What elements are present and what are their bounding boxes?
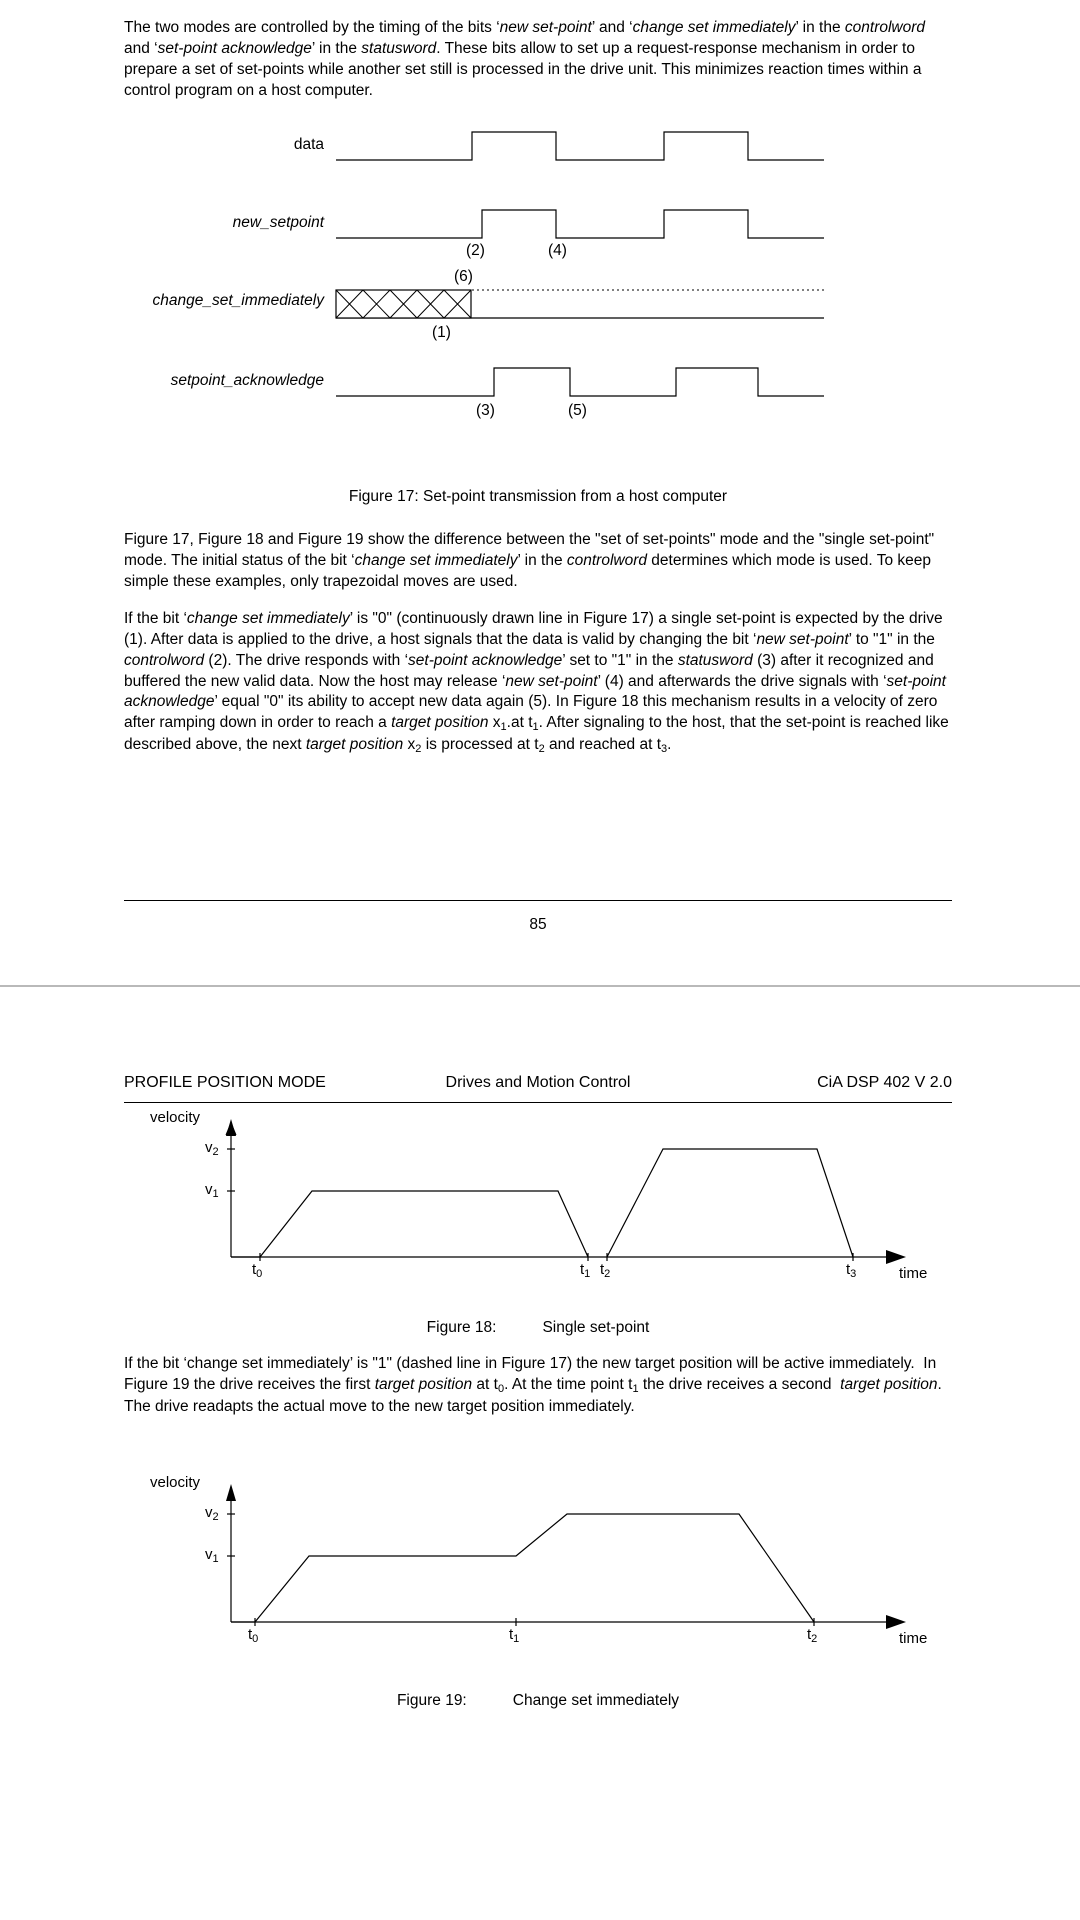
figure18-ytick-v1: $v_1$	[205, 1181, 219, 1200]
timing-chart	[124, 124, 952, 444]
figure19-block	[124, 1474, 952, 1726]
header-center: Drives and Motion Control	[445, 1074, 631, 1091]
figure19-caption	[124, 1692, 952, 1710]
figure17-caption-block	[124, 480, 952, 524]
header-rule	[124, 1102, 952, 1103]
signal-label-new-setpoint: new_setpoint	[232, 214, 324, 231]
figure18-xtick-t2: $t_2$	[600, 1261, 611, 1280]
intro-paragraph: The two modes are controlled by the timing of the bits ‘new set-point’ and ‘change set immediately’ in the controlword and ‘set-point acknowledge’ in the statusword. These bits allow to set up a request-response mechanism in order to prepare a set of set-points while another set still is processed in the drive unit. This minimizes reaction times within a control program on a host computer.	[124, 19, 926, 99]
figure17-caption: Figure 17: Set-point transmission from a host computer	[348, 488, 728, 505]
figure19-plot	[124, 1474, 952, 1674]
figure19-caption-number: Figure 19:	[396, 1692, 467, 1709]
paragraph-2: Figure 17, Figure 18 and Figure 19 show the difference between the "set of set-points" mode and the "single set-point" mode. The initial status of the bit ‘change set immediately’ in the controlword determines which mode is used. To keep simple these examples, only trapezoidal moves are used.	[124, 531, 935, 590]
signal-label-data: data	[293, 136, 324, 153]
figure18-xtick-t3: $t_3$	[846, 1261, 857, 1280]
timing-marker-3: (3)	[476, 402, 495, 419]
timing-marker-5: (5)	[568, 402, 587, 419]
page2-header-block	[124, 1074, 952, 1101]
figure18-caption-text: Single set-point	[542, 1319, 650, 1336]
timing-marker-4: (4)	[548, 242, 567, 259]
timing-marker-1: (1)	[432, 324, 451, 341]
figure19-ytick-v1: $v_1$	[205, 1546, 219, 1565]
page1-footer-rule	[124, 900, 952, 901]
header-right: CiA DSP 402 V 2.0	[817, 1074, 952, 1091]
figure18-ytick-v2: $v_2$	[205, 1139, 219, 1158]
timing-marker-6: (6)	[454, 268, 473, 285]
page-separator	[0, 985, 1080, 1011]
figure18-xtick-t0: $t_0$	[252, 1261, 263, 1280]
signal-label-change-set-immediately: change_set_immediately	[152, 292, 324, 309]
intro-paragraph-block	[124, 18, 952, 116]
middle-paragraph: If the bit ‘change set immediately’ is "1" (dashed line in Figure 17) the new target position will be active immediately. In Figure 19 the drive receives the first target position at $t_0$. At the time point $t_1$ the drive receives a second target position. The drive readapts the actual move to the new target position immediately.	[124, 1355, 942, 1415]
figure18-plot	[124, 1109, 952, 1309]
paragraph-3: If the bit ‘change set immediately’ is "0" (continuously drawn line in Figure 17) a single set-point is expected by the drive (1). After data is applied to the drive, a host signals that the data is valid by changing the bit ‘new set-point’ to "1" in the controlword (2). The drive responds with ‘set-point acknowledge’ set to "1" in the statusword (3) after it recognized and buffered the new valid data. Now the host may release ‘new set-point’ (4) and afterwards the drive signals with ‘set-point acknowledge’ equal "0" its ability to accept new data again (5). In Figure 18 this mechanism results in a velocity of zero after ramping down in order to reach a target position $x_1.at$ $t_1$. After signaling to the host, that the set-point is reached like described above, the next target position $x_2$ is processed at $t_2$ and reached at $t_3$.	[124, 609, 949, 756]
figure19-xtick-t0: $t_0$	[248, 1626, 259, 1645]
figure18-caption	[124, 1319, 952, 1337]
figure18-xlabel: time	[899, 1265, 928, 1282]
timing-marker-2: (2)	[466, 242, 485, 259]
figure18-axes-and-curve	[124, 1109, 952, 1309]
figure19-xtick-t1: $t_1$	[509, 1626, 520, 1645]
running-header	[124, 1074, 952, 1100]
body-paragraphs-block	[124, 530, 952, 771]
figure19-xlabel: time	[899, 1630, 928, 1647]
figure19-xtick-t2: $t_2$	[807, 1626, 818, 1645]
figure19-caption-text: Change set immediately	[512, 1692, 680, 1709]
figure17-timing-diagram	[124, 118, 952, 444]
page-number: 85	[529, 916, 547, 933]
figure18-ylabel: velocity	[150, 1109, 201, 1126]
figure19-ylabel: velocity	[150, 1474, 201, 1491]
signal-label-setpoint-acknowledge: setpoint_acknowledge	[170, 372, 324, 389]
middle-paragraph-block	[124, 1354, 952, 1432]
timing-waveforms	[124, 124, 952, 444]
figure18-xtick-t1: $t_1$	[580, 1261, 591, 1280]
figure18-block	[124, 1109, 952, 1353]
figure18-caption-number: Figure 18:	[426, 1319, 497, 1336]
document-page-2	[0, 1009, 1080, 1920]
header-left: PROFILE POSITION MODE	[124, 1074, 326, 1091]
figure19-ytick-v2: $v_2$	[205, 1504, 219, 1523]
